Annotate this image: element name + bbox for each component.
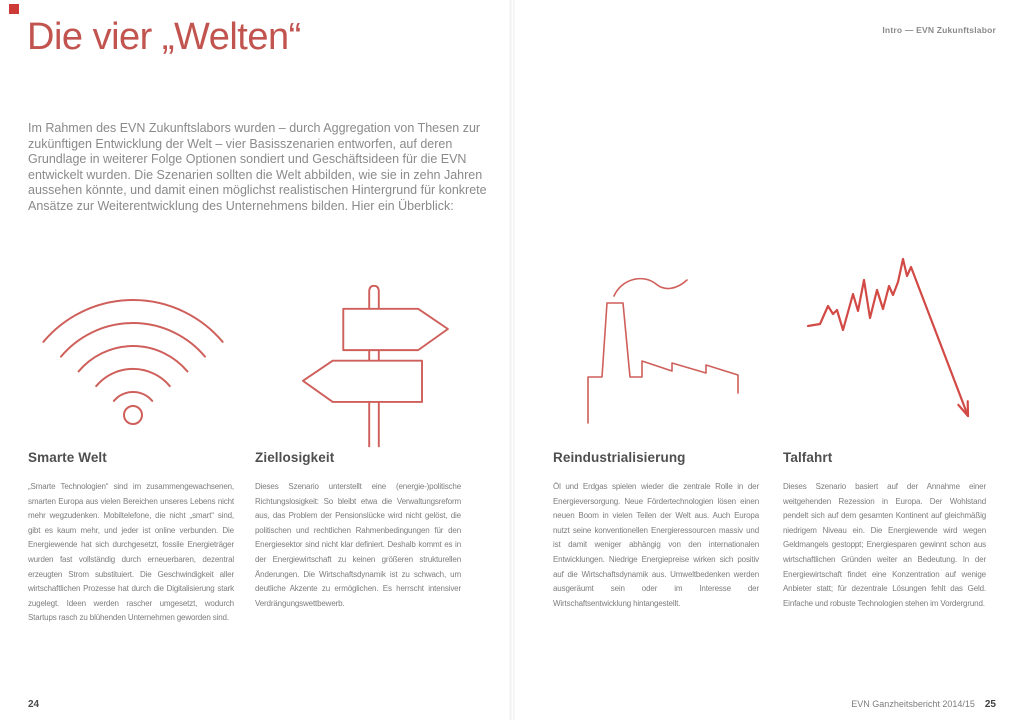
section-breadcrumb: Intro — EVN Zukunftslabor [882,25,996,35]
footer-right [851,699,996,710]
scenario-title: Smarte Welt [28,450,107,465]
scenario-ziellosigkeit [255,450,461,611]
page-title: Die vier „Welten“ [27,16,301,58]
signpost-left-arrow [303,361,422,402]
wifi-dot [124,406,142,424]
trend-line [808,259,968,416]
wifi-arc [96,369,170,386]
scenario-body: Öl und Erdgas spielen wieder die zentrale Rolle in der Energieversorgung. Neue Fördertechnologien lösen einen neuen Boom in vielen Teilen der Welt aus. Auch Europa nutzt seine konventionellen Energieressourcen massiv und ist damit weniger abhängig von den internationalen Entwicklungen. Niedrige Energiepreise wirken sich positiv auf die Wirtschaftsdynamik aus. Umweltbedenken werden ausgeräumt sein oder im Interesse der Wirtschaftsentwicklung hintangestellt. [553,482,759,608]
scenario-body: Dieses Szenario unterstellt eine (energie-)politische Richtungslosigkeit: So bleibt etwa die Verwaltungsreform aus, das Problem der Pensionslücke wird nicht gelöst, die politischen und rechtlichen Rahmenbedingungen für den Energiesektor sind nicht klar definiert. Deshalb kommt es in der Energiewirtschaft zu keinen größeren strukturellen Änderungen. Die Wirtschaftsdynamik ist zu schwach, um deutliche Akzente zu ermöglichen. Es herrscht intensiver Verdrängungswettbewerb. [255,482,461,608]
wifi-arc [79,346,188,371]
scenario-title: Ziellosigkeit [255,450,335,465]
factory-smoke [614,279,687,296]
page-number-right: 25 [984,699,996,710]
report-name: EVN Ganzheitsbericht 2014/15 [851,699,975,709]
brand-mark [9,4,19,14]
signpost-icon [278,272,470,458]
wifi-arc [43,300,222,342]
scenario-body: Dieses Szenario basiert auf der Annahme einer weitgehenden Rezession in Europa. Der Wohlstand pendelt sich auf dem gesamten Kontinent auf gleichmäßig niedrigem Niveau ein. Die Energiewende wird wegen Geldmangels gestoppt; Energiesparen gewinnt schon aus wirtschaftlichen Gründen weiter an Bedeutung. In der Energiewirtschaft findet eine Konzentration auf wenige Anbieter statt; für dezentrale Lösungen fehlt das Geld. Einfache und robuste Technologien stehen im Vordergrund. [783,482,986,608]
wifi-arc [114,392,152,401]
factory-icon [550,270,770,440]
scenario-body: „Smarte Technologien“ sind im zusammengewachsenen, smarten Europa aus vielen Bereichen unseres Lebens nicht mehr wegzudenken. Mobiltelefone, die nicht „smart“ sind, gibt es kaum mehr, und jeder ist online verbunden. Die Energiewende hat sich durchgesetzt, fossile Energieträger wurden fast vollständig durch erneuerbaren, dezentral erzeugten Strom substituiert. Die Geschwindigkeit aller wirtschaftlichen Prozesse hat durch die Digitalisierung stark zugelegt. Ideen werden rascher umgesetzt, wodurch Startups rasch zu blühenden Unternehmen geworden sind. [28,482,234,623]
factory-building [588,303,738,423]
scenario-talfahrt [783,450,986,611]
downtrend-chart-icon [790,250,1010,440]
wifi-icon [20,270,240,440]
page-gutter [509,0,515,720]
page-number-left: 24 [28,699,40,710]
intro-paragraph: Im Rahmen des EVN Zukunftslabors wurden – durch Aggregation von Thesen zur zukünftigen Entwicklung der Welt – vier Basisszenarien entworfen, auf deren Grundlage in weiterer Folge Optionen sondiert und Geschäftsideen für die EVN entwickelt wurden. Die Szenarien sollten die Welt abbilden, wie sie in zehn Jahren aussehen könnte, und damit einen möglichst realistischen Hintergrund für konkrete Ansätze zur Weiterentwicklung des Unternehmens bilden. Hier ein Überblick: [28,121,487,213]
wifi-arc [61,323,205,357]
scenario-reindustrialisierung [553,450,759,611]
scenario-smarte-welt [28,450,234,626]
scenario-title: Reindustrialisierung [553,450,686,465]
signpost-right-arrow [343,309,448,350]
scenario-title: Talfahrt [783,450,833,465]
